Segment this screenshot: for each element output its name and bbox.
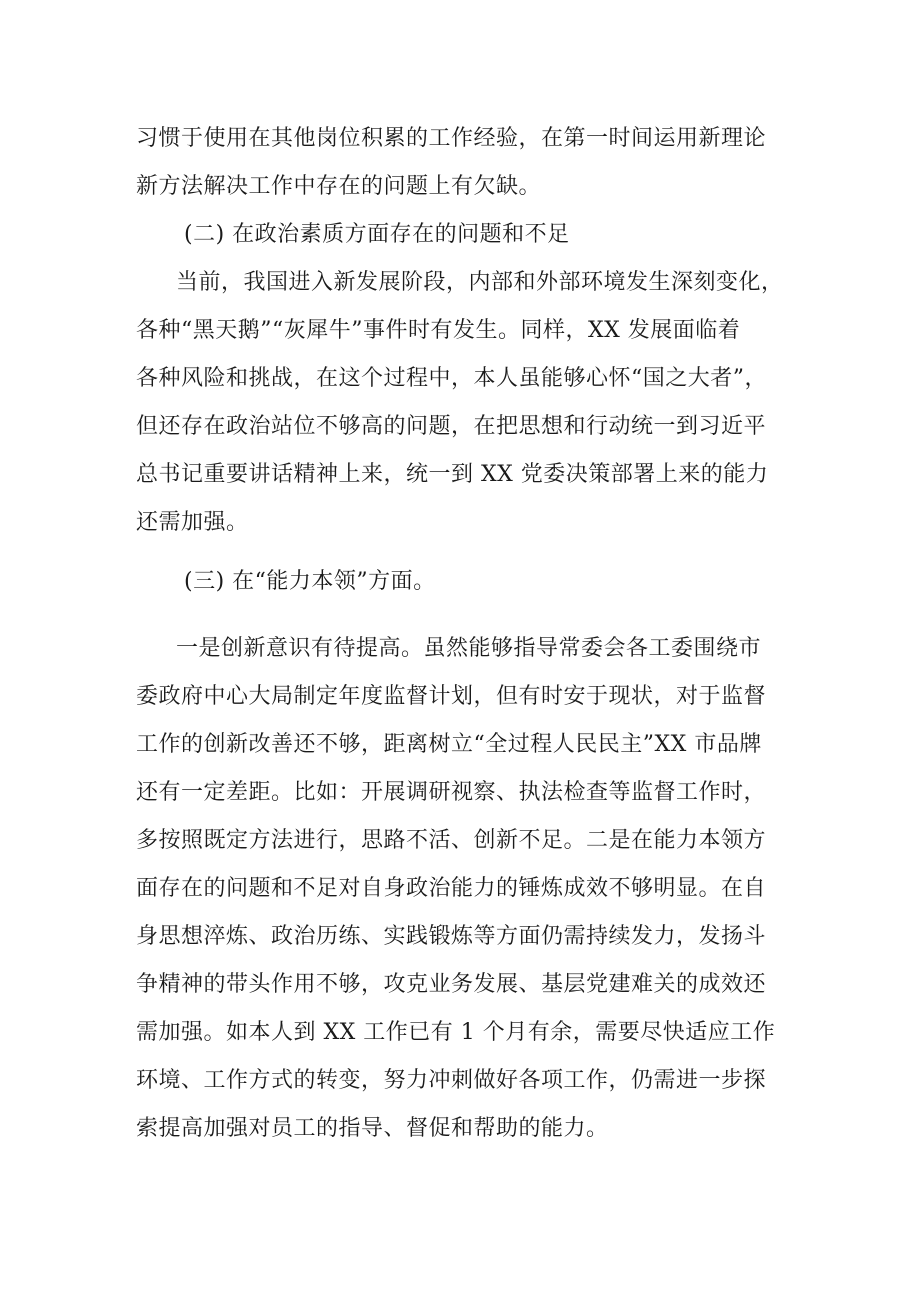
section-heading-3: (三) 在“能力本领”方面。 — [184, 569, 436, 594]
section-heading-2: (二) 在政治素质方面存在的问题和不足 — [184, 222, 570, 247]
paragraph-3-line-5: 多按照既定方法进行，思路不活、创新不足。二是在能力本领方 — [136, 828, 767, 853]
paragraph-2-line-3: 各种风险和挑战，在这个过程中，本人虽能够心怀“国之大者”， — [136, 366, 767, 391]
paragraph-2-line-5: 总书记重要讲话精神上来，统一到 XX 党委决策部署上来的能力 — [136, 462, 769, 487]
paragraph-1-line-2: 新方法解决工作中存在的问题上有欠缺。 — [136, 174, 542, 199]
paragraph-3-line-4: 还有一定差距。比如：开展调研视察、执法检查等监督工作时， — [136, 780, 767, 805]
paragraph-3-line-10: 环境、工作方式的转变，努力冲刺做好各项工作，仍需进一步探 — [136, 1068, 767, 1093]
paragraph-1-line-1: 习惯于使用在其他岗位积累的工作经验，在第一时间运用新理论 — [136, 126, 767, 151]
paragraph-3-line-7: 身思想淬炼、政治历练、实践锻炼等方面仍需持续发力，发扬斗 — [136, 924, 767, 949]
paragraph-3-line-2: 委政府中心大局制定年度监督计划，但有时安于现状，对于监督 — [136, 684, 767, 709]
paragraph-2-line-2: 各种“黑天鹅”“灰犀牛”事件时有发生。同样，XX 发展面临着 — [136, 318, 741, 343]
paragraph-2-line-1: 当前，我国进入新发展阶段，内部和外部环境发生深刻变化， — [176, 270, 784, 295]
paragraph-3-line-6: 面存在的问题和不足对自身政治能力的锤炼成效不够明显。在自 — [136, 876, 767, 901]
paragraph-3-line-8: 争精神的带头作用不够，攻克业务发展、基层党建难关的成效还 — [136, 972, 767, 997]
paragraph-3-line-3: 工作的创新改善还不够，距离树立“全过程人民民主”XX 市品牌 — [136, 732, 762, 757]
paragraph-3-line-1: 一是创新意识有待提高。虽然能够指导常委会各工委围绕市 — [176, 636, 762, 661]
paragraph-2-line-6: 还需加强。 — [136, 510, 249, 535]
paragraph-2-line-4: 但还存在政治站位不够高的问题，在把思想和行动统一到习近平 — [136, 414, 767, 439]
paragraph-3-line-11: 索提高加强对员工的指导、督促和帮助的能力。 — [136, 1116, 609, 1141]
paragraph-3-line-9: 需加强。如本人到 XX 工作已有 1 个月有余，需要尽快适应工作 — [136, 1020, 776, 1045]
